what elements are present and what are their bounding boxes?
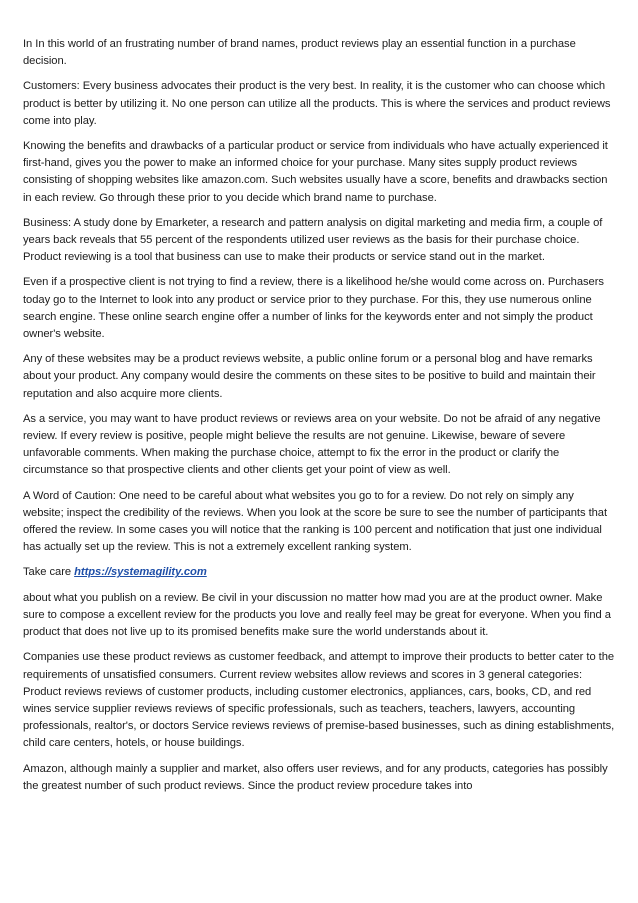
paragraph-intro: In In this world of an frustrating number of brand names, product reviews play an essential function in a purchase decision. <box>23 38 576 68</box>
paragraph-publish: about what you publish on a review. Be civil in your discussion no matter how mad you are at the product owner. Make sure to compose a excellent review for the products you love and really feel may be great for everyone. When you find a product that does not live up to its promised benefits make sure the world understands about it. <box>23 591 611 639</box>
systemagility-link[interactable]: https://systemagility.com <box>74 566 207 579</box>
paragraph-caution: A Word of Caution: One need to be careful about what websites you go to for a review. Do not rely on simply any website; inspect the credibility of the reviews. When you look at the score be sure to see the number of participants that offered the review. In some cases you will notice that the ranking is 100 percent and notification that just one individual has actually set up the review. This is not a extremely excellent ranking system. <box>23 489 608 554</box>
paragraph-prospective-client: Even if a prospective client is not trying to find a review, there is a likelihood he/she would come across on. Purchasers today go to the Internet to look into any product or service prior to they purchase. For this, they use numerous online search engine. These online search engine offer a number of links for the keywords enter and not simply the product owner's website. <box>23 276 604 341</box>
paragraph-customers: Customers: Every business advocates their product is the very best. In reality, it is the customer who can choose which product is better by utilizing it. No one person can utilize all the products. This is where the services and product reviews come into play. <box>23 80 611 127</box>
paragraph-websites: Any of these websites may be a product reviews website, a public online forum or a personal blog and have remarks about your product. Any company would desire the comments on these sites to be positive to build and maintain their reputation and also acquire more clients. <box>23 353 596 400</box>
paragraph-amazon: Amazon, although mainly a supplier and market, also offers user reviews, and for any products, categories has possibly the greatest number of such product reviews. Since the product review procedure takes into <box>23 762 608 792</box>
document-page <box>23 36 615 803</box>
paragraph-companies: Companies use these product reviews as customer feedback, and attempt to improve their products to better cater to the requirements of unsatisfied consumers. Current review websites allow reviews and scores in 3 general categories: Product reviews reviews of customer products, including customer electronics, appliances, cars, books, CD, and red wines service supplier reviews reviews of specific professionals, such as teachers, teachers, lawyers, accounting professionals, realtor's, or doctors Service reviews reviews of premise-based businesses, such as dining establishments, child care centers, hotels, or house buildings. <box>23 651 615 750</box>
paragraph-take-care <box>23 564 615 581</box>
paragraph-business: Business: A study done by Emarketer, a research and pattern analysis on digital marketing and media firm, a couple of years back reveals that 55 percent of the respondents utilized user reviews as the basis for their purchase choice. Product reviewing is a tool that business can use to make their products or service stand out in the market. <box>23 216 603 264</box>
take-care-prefix: Take care <box>23 566 75 579</box>
paragraph-service: As a service, you may want to have product reviews or reviews area on your website. Do not be afraid of any negative review. If every review is positive, people might believe the results are not genuine. Likewise, beware of severe unfavorable comments. When making the purchase choice, attempt to fix the error in the product or clarify the circumstance so that prospective clients and other clients get your point of view as well. <box>23 412 601 477</box>
paragraph-benefits: Knowing the benefits and drawbacks of a particular product or service from individuals who have actually experienced it first-hand, gives you the power to make an informed choice for your purchase. Many sites supply product reviews consisting of shopping websites like amazon.com. Such websites usually have a score, benefits and drawbacks section in each review. Go through these prior to you decide which brand name to purchase. <box>23 140 608 204</box>
